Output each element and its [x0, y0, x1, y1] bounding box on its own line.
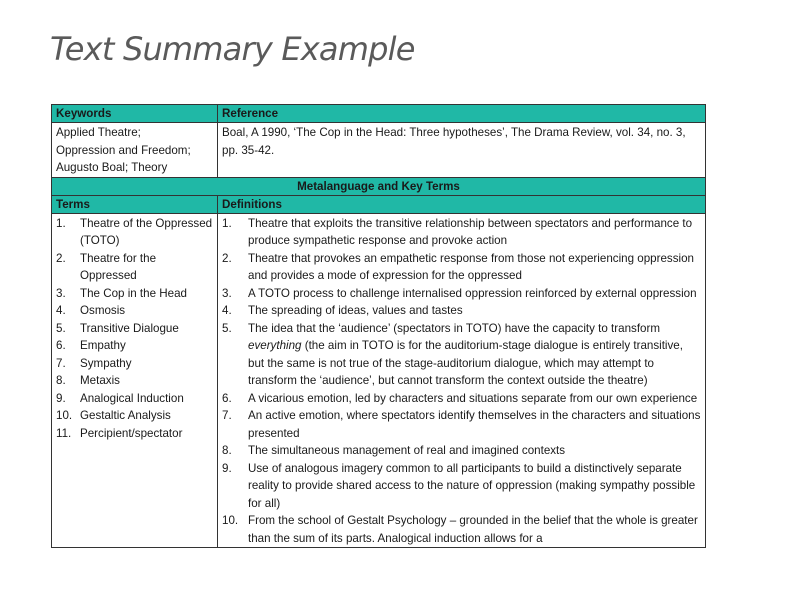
definition-item: The simultaneous management of real and imagined contexts [248, 444, 566, 457]
terms-header: Terms [52, 195, 218, 213]
keyword-line: Augusto Boal; Theory [56, 161, 168, 174]
term-item: Osmosis [80, 304, 126, 317]
terms-list [56, 215, 213, 443]
metalanguage-header: Metalanguage and Key Terms [52, 177, 706, 195]
definition-item: Use of analogous imagery common to all participants to build a distinctively separate reality to provide shared access to the nature of oppression (making sympathy possible for all) [248, 461, 696, 510]
keywords-reference-row [52, 123, 706, 178]
term-item: Percipient/spectator [80, 426, 183, 440]
term-item: Sympathy [80, 356, 132, 370]
definition-item: From the school of Gestalt Psychology – grounded in the belief that the whole is greater than the sum of its parts. Analogical induction allows for a [248, 514, 698, 545]
term-item: Gestaltic Analysis [80, 409, 171, 422]
keywords-reference-header-row [52, 105, 706, 123]
definition-text: The idea that the ‘audience’ (spectators in TOTO) have the capacity to transform [248, 321, 661, 335]
terms-definitions-row [52, 213, 706, 548]
definition-item [222, 320, 701, 390]
definition-item: A vicarious emotion, led by characters and situations separate from our own experience [248, 391, 698, 405]
keywords-header: Keywords [52, 105, 218, 123]
term-item: Theatre of the Oppressed (TOTO) [80, 216, 213, 247]
page-title: Text Summary Example [50, 30, 415, 68]
definitions-header: Definitions [218, 195, 706, 213]
definition-text: (the aim in TOTO is for the auditorium-stage dialogue is entirely transitive, but the same is not true of the stage-auditorium dialogue, which may attempt to transform the ‘audience’, but cannot transform the context outside the theatre) [248, 339, 683, 387]
term-item: Empathy [80, 339, 126, 352]
definition-item: Theatre that provokes an empathetic response from those not experiencing oppression and provides a mode of expression for the oppressed [248, 251, 694, 282]
terms-definitions-header-row [52, 195, 706, 213]
definition-item: An active emotion, where spectators identify themselves in the characters and situations presented [248, 409, 701, 440]
terms-cell [52, 213, 218, 548]
keyword-line: Oppression and Freedom; [56, 143, 191, 157]
keyword-line: Applied Theatre; [56, 126, 141, 139]
term-item: Metaxis [80, 374, 120, 387]
summary-table [51, 104, 706, 548]
term-item: Transitive Dialogue [80, 321, 179, 335]
definition-item: The spreading of ideas, values and tastes [248, 304, 463, 317]
term-item: The Cop in the Head [80, 286, 187, 300]
definitions-list [222, 215, 701, 548]
definition-item: A TOTO process to challenge internalised oppression reinforced by external oppression [248, 286, 697, 300]
definition-emphasis: everything [248, 339, 302, 352]
keywords-cell [52, 123, 218, 178]
definitions-cell [218, 213, 706, 548]
term-item: Theatre for the Oppressed [80, 251, 157, 282]
metalanguage-band-row [52, 177, 706, 195]
reference-header: Reference [218, 105, 706, 123]
definition-item: Theatre that exploits the transitive relationship between spectators and performance to produce sympathetic response and provoke action [248, 216, 693, 247]
term-item: Analogical Induction [80, 391, 184, 405]
reference-cell: Boal, A 1990, ‘The Cop in the Head: Three hypotheses’, The Drama Review, vol. 34, no. 3, pp. 35-42. [218, 123, 706, 178]
